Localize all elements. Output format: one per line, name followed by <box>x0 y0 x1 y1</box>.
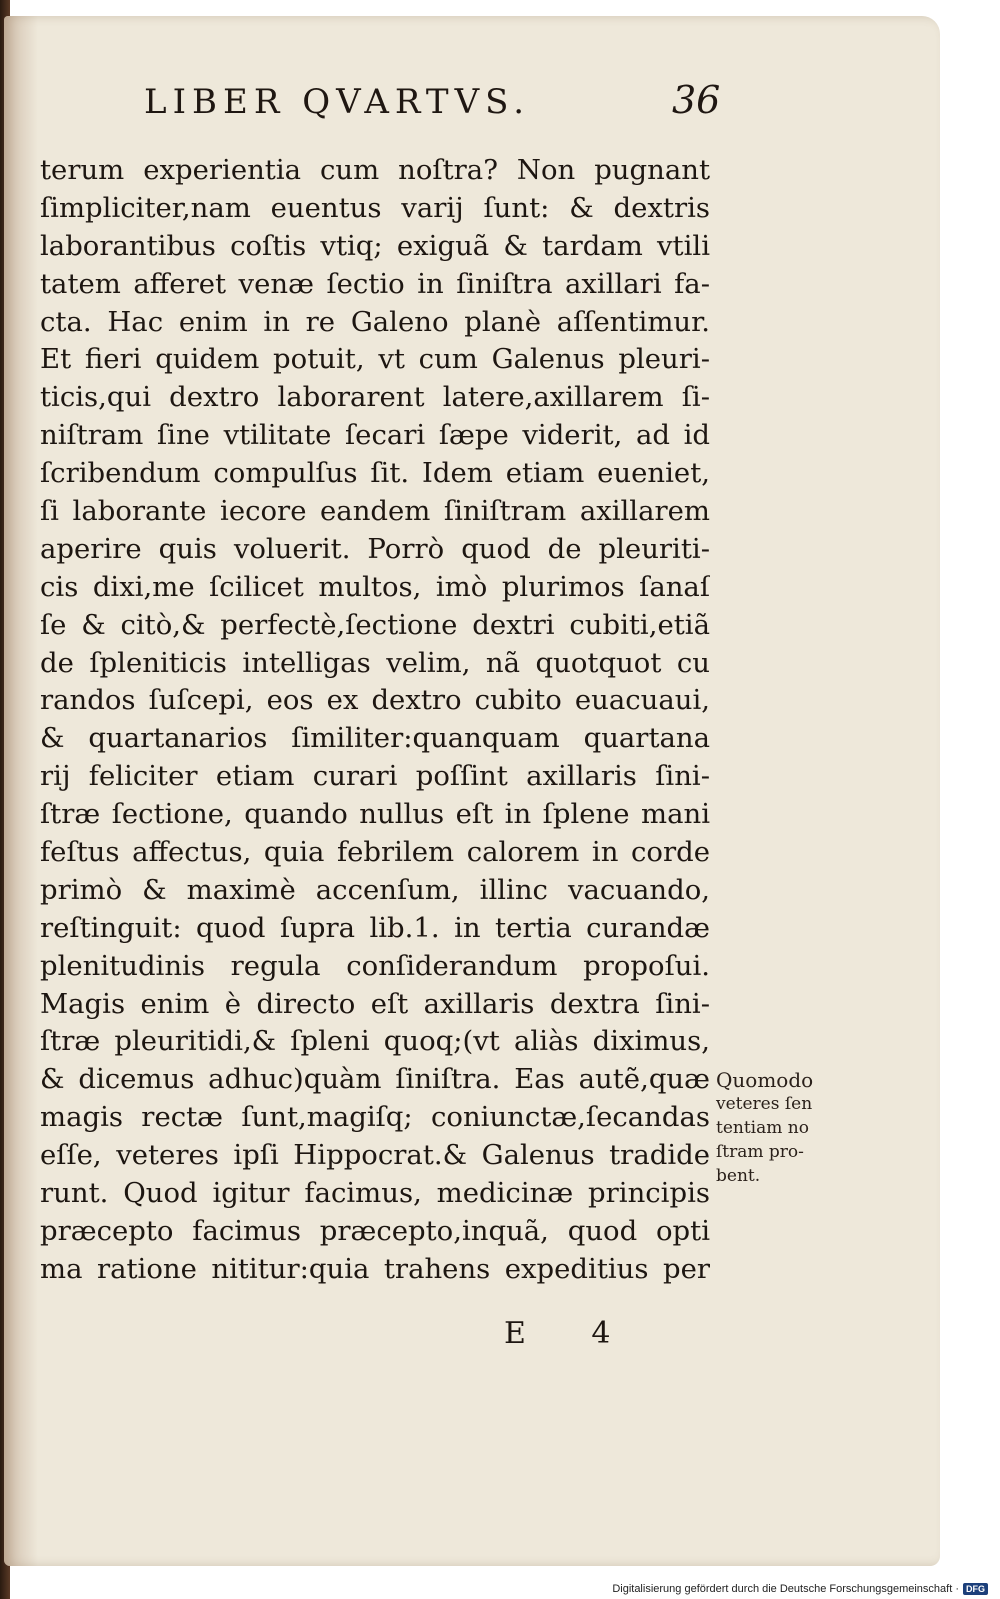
text-line: rij feliciter etiam curari poſſint axillaris ſini- <box>40 760 710 793</box>
text-line: plenitudinis regula conſiderandum propoſui. <box>40 949 710 982</box>
text-line: ſi laborante iecore eandem ſiniſtram axillarem <box>40 495 710 528</box>
text-line: Magis enim è directo eſt axillaris dextra ſini- <box>40 987 710 1020</box>
page-number: 36 <box>672 78 721 122</box>
text-line: ſtræ pleuritidi,& ſpleni quoq;(vt aliàs diximus, <box>40 1025 710 1058</box>
marginal-note-line: ſtram pro- <box>716 1142 804 1162</box>
text-line: eſſe, veteres ipſi Hippocrat.& Galenus tradide <box>40 1139 710 1172</box>
text-line: cis dixi,me ſcilicet multos, imò plurimos ſanaſ <box>40 570 710 603</box>
marginal-note-line: veteres ſen <box>716 1094 813 1114</box>
text-line: reſtinguit: quod ſupra lib.1. in tertia curandæ <box>40 911 710 944</box>
text-line: ſtræ ſectione, quando nullus eſt in ſplene mani <box>40 798 710 831</box>
text-line: tatem afferet venæ ſectio in ſiniſtra axillari fa- <box>40 267 710 300</box>
text-line: terum experientia cum noſtra? Non pugnant <box>40 154 710 186</box>
text-line: & quartanarios ſimiliter:quanquam quartana <box>40 722 710 755</box>
footer-credit <box>612 1583 988 1595</box>
text-line: magis rectæ ſunt,magiſq; coniunctæ,ſecandas <box>40 1101 710 1134</box>
marginal-note-line: bent. <box>716 1166 761 1186</box>
text-line: aperire quis voluerit. Porrò quod de pleuriti- <box>40 532 710 565</box>
dfg-logo: DFG <box>963 1583 988 1595</box>
text-line: randos ſuſcepi, eos ex dextro cubito euacuaui, <box>40 684 710 717</box>
signature-mark: E 4 <box>504 1316 639 1351</box>
marginal-note-line: tentiam no <box>716 1118 809 1138</box>
body-text <box>40 152 710 1289</box>
text-line: cta. Hac enim in re Galeno planè aſſentimur. <box>40 305 710 338</box>
text-line: ticis,qui dextro laborarent latere,axillarem ſi- <box>40 381 710 414</box>
text-line: præcepto facimus præcepto,inquã, quod opti <box>40 1214 710 1247</box>
marginal-note-line: Quomodo <box>716 1068 814 1092</box>
text-line: ſe & citò,& perfectè,ſectione dextri cubiti,etiã <box>40 608 710 641</box>
text-line: de ſpleniticis intelligas velim, nã quotquot cu <box>40 646 710 679</box>
text-line: & dicemus adhuc)quàm ſiniſtra. Eas autẽ,quæ <box>40 1063 710 1096</box>
text-line: ſcribendum compulſus ſit. Idem etiam eueniet, <box>40 457 710 490</box>
text-line: niſtram ſine vtilitate ſecari ſæpe viderit, ad id <box>40 419 710 452</box>
text-line: laborantibus coſtis vtiq; exiguã & tardam vtili <box>40 229 710 262</box>
text-line: feſtus affectus, quia febrilem calorem in corde <box>40 836 710 869</box>
text-line: ma ratione nititur:quia trahens expeditius per <box>40 1252 710 1285</box>
text-line: runt. Quod igitur facimus, medicinæ principis <box>40 1177 710 1210</box>
running-head: LIBER QVARTVS. <box>144 82 531 122</box>
book-page <box>4 16 940 1566</box>
marginal-note <box>716 1068 846 1188</box>
footer-credit-text: Digitalisierung gefördert durch die Deutsche Forschungsgemeinschaft · <box>612 1583 959 1595</box>
text-line: Et fieri quidem potuit, vt cum Galenus pleuri- <box>40 343 710 376</box>
text-line: primò & maximè accenſum, illinc vacuando, <box>40 873 710 906</box>
text-line: ſimpliciter,nam euentus varij ſunt: & dextris <box>40 191 710 224</box>
